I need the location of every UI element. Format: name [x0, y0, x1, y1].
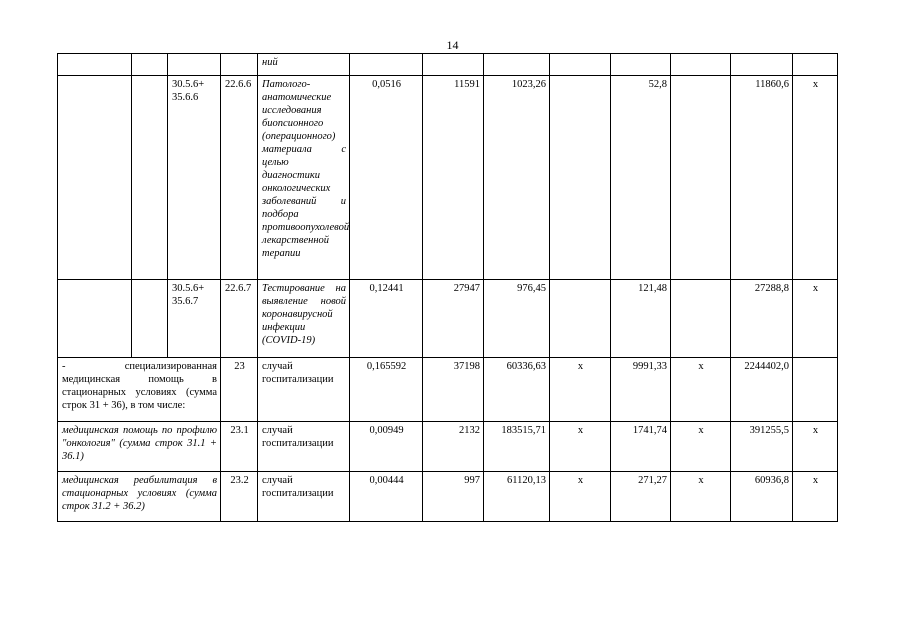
row-label: медицинская помощь по профилю "онкология" (сумма строк 31.1 + 36.1)	[58, 422, 221, 472]
cost-per-unit: 61120,13	[484, 472, 550, 522]
row-number: 22.6.6	[221, 76, 258, 280]
row-label: медицинская реабилитация в стационарных условиях (сумма строк 31.2 + 36.2)	[58, 472, 221, 522]
norm-volume: 0,00444	[350, 472, 423, 522]
total-cost: 11860,6	[731, 76, 793, 280]
cost-col-12: x	[793, 422, 838, 472]
table-row	[58, 76, 838, 280]
table-row	[58, 358, 838, 422]
table-row	[58, 280, 838, 358]
cost-col-12: x	[793, 76, 838, 280]
unit: случай госпитализации	[258, 472, 350, 522]
cost-col-12	[793, 358, 838, 422]
cost-col-10: x	[671, 358, 731, 422]
cost-col-10	[671, 76, 731, 280]
row-code: 30.5.6+ 35.6.6	[168, 76, 221, 280]
cost-col-12: x	[793, 280, 838, 358]
volume: 2132	[423, 422, 484, 472]
cost-col-8: x	[550, 472, 611, 522]
row-number: 23	[221, 358, 258, 422]
row-code: 30.5.6+ 35.6.7	[168, 280, 221, 358]
unit: случай госпитализации	[258, 358, 350, 422]
norm-volume: 0,12441	[350, 280, 423, 358]
service-name: Тестирование на выявление новой коронавирусной инфекции (COVID-19)	[258, 280, 350, 358]
total-cost: 27288,8	[731, 280, 793, 358]
cost-per-unit: 183515,71	[484, 422, 550, 472]
per-capita-norm: 1741,74	[611, 422, 671, 472]
service-name: Патолого-анатомические исследования биопсионного (операционного) материала с целью диагностики онкологических заболеваний и подбора противоопухолевой лекарственной терапии	[258, 76, 350, 280]
volume: 37198	[423, 358, 484, 422]
per-capita-norm: 52,8	[611, 76, 671, 280]
cost-col-12: x	[793, 472, 838, 522]
service-name-tail: ний	[258, 54, 350, 76]
row-label: - специализированная медицинская помощь в стационарных условиях (сумма строк 31 + 36), в том числе:	[58, 358, 221, 422]
cost-col-8: x	[550, 422, 611, 472]
total-cost: 2244402,0	[731, 358, 793, 422]
row-number: 23.1	[221, 422, 258, 472]
cost-col-8	[550, 280, 611, 358]
volume: 27947	[423, 280, 484, 358]
norm-volume: 0,00949	[350, 422, 423, 472]
volume: 11591	[423, 76, 484, 280]
cost-col-10	[671, 280, 731, 358]
volume: 997	[423, 472, 484, 522]
cost-per-unit: 1023,26	[484, 76, 550, 280]
page-number: 14	[446, 38, 459, 52]
table-row-continuation	[58, 54, 838, 76]
total-cost: 60936,8	[731, 472, 793, 522]
row-number: 22.6.7	[221, 280, 258, 358]
per-capita-norm: 271,27	[611, 472, 671, 522]
cost-col-10: x	[671, 422, 731, 472]
per-capita-norm: 9991,33	[611, 358, 671, 422]
norm-volume: 0,165592	[350, 358, 423, 422]
cost-col-8: x	[550, 358, 611, 422]
per-capita-norm: 121,48	[611, 280, 671, 358]
table-row	[58, 472, 838, 522]
row-number: 23.2	[221, 472, 258, 522]
cost-col-8	[550, 76, 611, 280]
norm-volume: 0,0516	[350, 76, 423, 280]
financing-table	[57, 53, 838, 522]
cost-per-unit: 60336,63	[484, 358, 550, 422]
table-row	[58, 422, 838, 472]
cost-col-10: x	[671, 472, 731, 522]
total-cost: 391255,5	[731, 422, 793, 472]
cost-per-unit: 976,45	[484, 280, 550, 358]
unit: случай госпитализации	[258, 422, 350, 472]
